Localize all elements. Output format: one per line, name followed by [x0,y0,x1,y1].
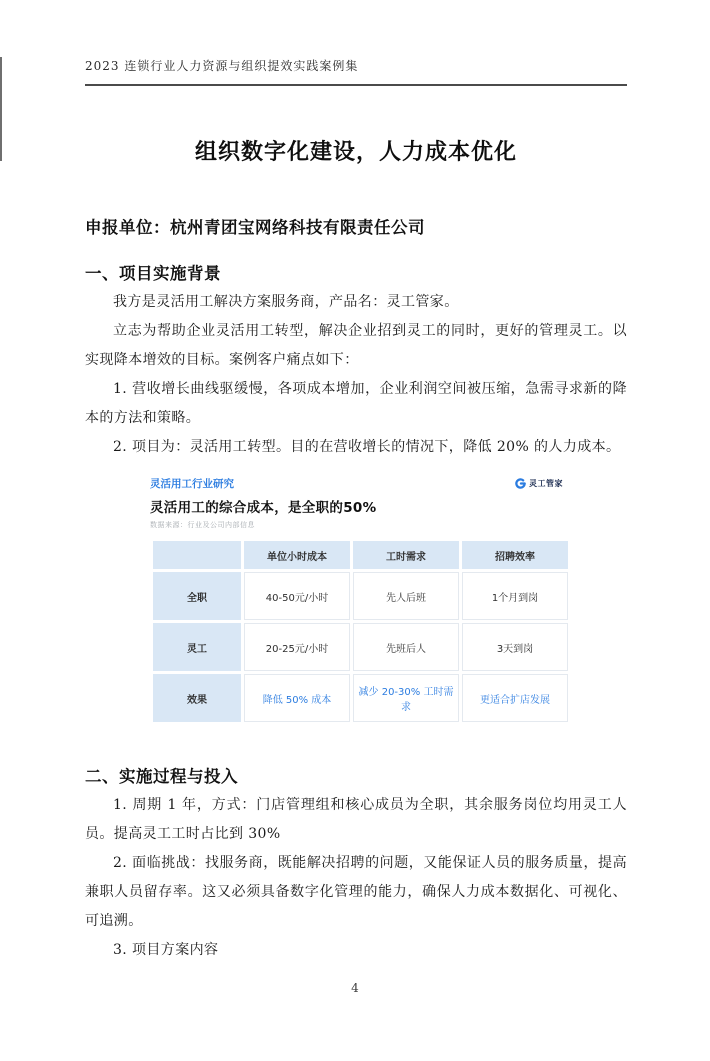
table-header-blank [153,541,241,569]
table-header-hiring-efficiency: 招聘效率 [462,541,568,569]
row-label: 效果 [153,674,241,722]
paragraph-painpoint-2: 2. 项目为：灵活用工转型。目的在营收增长的情况下，降低 20% 的人力成本。 [113,439,621,455]
running-header: 2023 连锁行业人力资源与组织提效实践案例集 [85,57,627,86]
cost-comparison-table [150,538,571,725]
table-cell-highlight: 降低 50% 成本 [244,674,350,722]
table-cell-highlight: 减少 20-30% 工时需求 [353,674,459,722]
figure-title: 灵活用工的综合成本，是全职的50% [150,500,377,516]
embedded-research-figure [150,470,563,725]
table-cell: 20-25元/小时 [244,623,350,671]
page-edge-artifact-line [0,57,2,161]
row-label: 全职 [153,572,241,620]
table-row-effect [153,674,568,722]
table-header-hours-demand: 工时需求 [353,541,459,569]
table-header-row [153,541,568,569]
table-header-hourly-cost: 单位小时成本 [244,541,350,569]
table-row-flexible [153,623,568,671]
table-cell: 先人后班 [353,572,459,620]
paragraph-product-intro: 我方是灵活用工解决方案服务商，产品名：灵工管家。 [113,294,459,310]
table-row-fulltime [153,572,568,620]
paragraph-plan-content: 3. 项目方案内容 [113,942,219,958]
paragraph-painpoint-1: 1. 营收增长曲线驱缓慢，各项成本增加，企业利润空间被压缩，急需寻求新的降本的方法和策略。 [85,381,627,426]
brand-logo-text: 灵工管家 [529,479,563,488]
paragraph-mission: 立志为帮助企业灵活用工转型，解决企业招到灵工的同时，更好的管理灵工。以实现降本增效的目标。案例客户痛点如下： [85,323,627,368]
section-2-heading: 二、实施过程与投入 [85,767,238,786]
figure-eyebrow: 灵活用工行业研究 [150,478,234,490]
figure-data-source: 数据来源：行业及公司内部信息 [150,521,255,529]
section-1-heading: 一、项目实施背景 [85,264,221,283]
row-label: 灵工 [153,623,241,671]
table-cell-highlight: 更适合扩店发展 [462,674,568,722]
page-number: 4 [351,981,359,995]
table-cell: 40-50元/小时 [244,572,350,620]
applicant-line: 申报单位：杭州青团宝网络科技有限责任公司 [85,218,425,237]
document-page [85,57,627,965]
paragraph-period: 1. 周期 1 年，方式：门店管理组和核心成员为全职，其余服务岗位均用灵工人员。提高灵工工时占比到 30% [85,797,627,842]
table-cell: 先班后人 [353,623,459,671]
paragraph-challenge: 2. 面临挑战：找服务商，既能解决招聘的问题，又能保证人员的服务质量，提高兼职人员留存率。这又必须具备数字化管理的能力，确保人力成本数据化、可视化、可追溯。 [85,855,627,929]
document-title: 组织数字化建设，人力成本优化 [194,139,517,165]
brand-logo [515,478,563,489]
table-cell: 1个月到岗 [462,572,568,620]
brand-logo-g-icon [515,478,526,489]
table-cell: 3天到岗 [462,623,568,671]
